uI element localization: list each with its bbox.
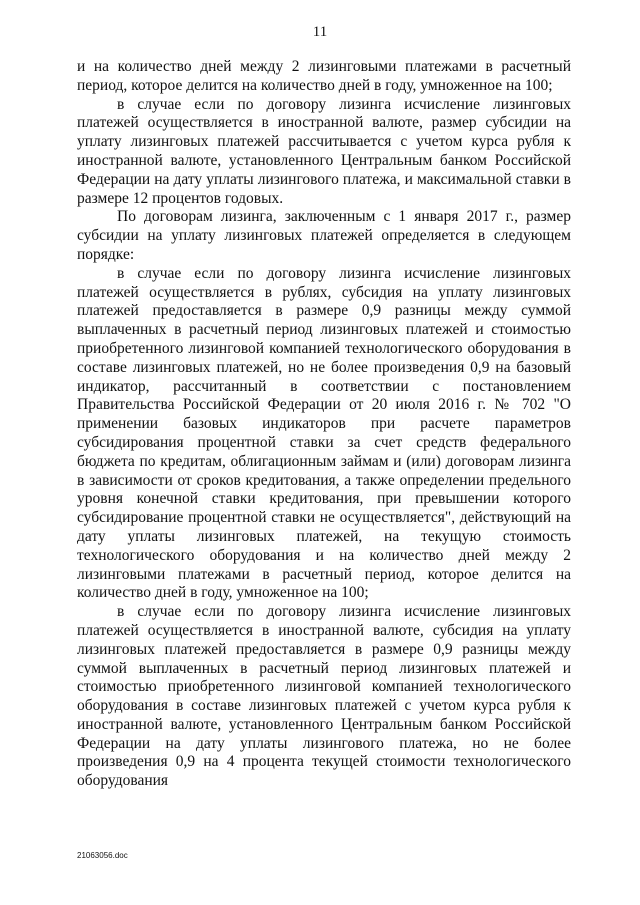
paragraph: и на количество дней между 2 лизинговыми платежами в расчетный период, которое делится на количество дней в году, умноженное на 100;: [77, 58, 571, 94]
footer-filename: 21063056.doc: [77, 851, 128, 860]
paragraph: в случае если по договору лизинга исчисление лизинговых платежей осуществляется в иностранной валюте, субсидия на уплату лизинговых платежей предоставляется в размере 0,9 разницы между суммой выплаченных в расчетный период лизинговых платежей и стоимостью приобретенного лизинговой компанией технологического оборудования в составе лизинговых платежей с учетом курса рубля к иностранной валюте, установленного Центральным банком Российской Федерации на дату уплаты лизингового платежа, но не более произведения 0,9 на 4 процента текущей стоимости технологического оборудования: [77, 603, 571, 790]
paragraph: в случае если по договору лизинга исчисление лизинговых платежей осуществляется в иностранной валюте, размер субсидии на уплату лизинговых платежей рассчитывается с учетом курса рубля к иностранной валюте, установленного Центральным банком Российской Федерации на дату уплаты лизингового платежа, и максимальной ставки в размере 12 процентов годовых.: [77, 95, 571, 207]
paragraph: По договорам лизинга, заключенным с 1 января 2017 г., размер субсидии на уплату лизинговых платежей определяется в следующем порядке:: [77, 208, 571, 263]
paragraph: в случае если по договору лизинга исчисление лизинговых платежей осуществляется в рублях, субсидия на уплату лизинговых платежей предоставляется в размере 0,9 разницы между суммой выплаченных в расчетный период лизинговых платежей и стоимостью приобретенного лизинговой компанией технологического оборудования в составе лизинговых платежей, но не более произведения 0,9 на базовый индикатор, рассчитанный в соответствии с постановлением Правительства Российской Федерации от 20 июля 2016 г. № 702 "О применении базовых индикаторов при расчете параметров субсидирования процентной ставки за счет средств федерального бюджета по кредитам, облигационным займам и (или) договорам лизинга в зависимости от сроков кредитования, а также определении предельного уровня конечной ставки кредитования, при превышении которого субсидирование процентной ставки не осуществляется", действующий на дату уплаты лизинговых платежей, на текущую стоимость технологического оборудования и на количество дней между 2 лизинговыми платежами в расчетный период, которое делится на количество дней в году, умноженное на 100;: [77, 264, 571, 602]
page-number: 11: [312, 24, 328, 40]
document-body: [77, 58, 571, 791]
